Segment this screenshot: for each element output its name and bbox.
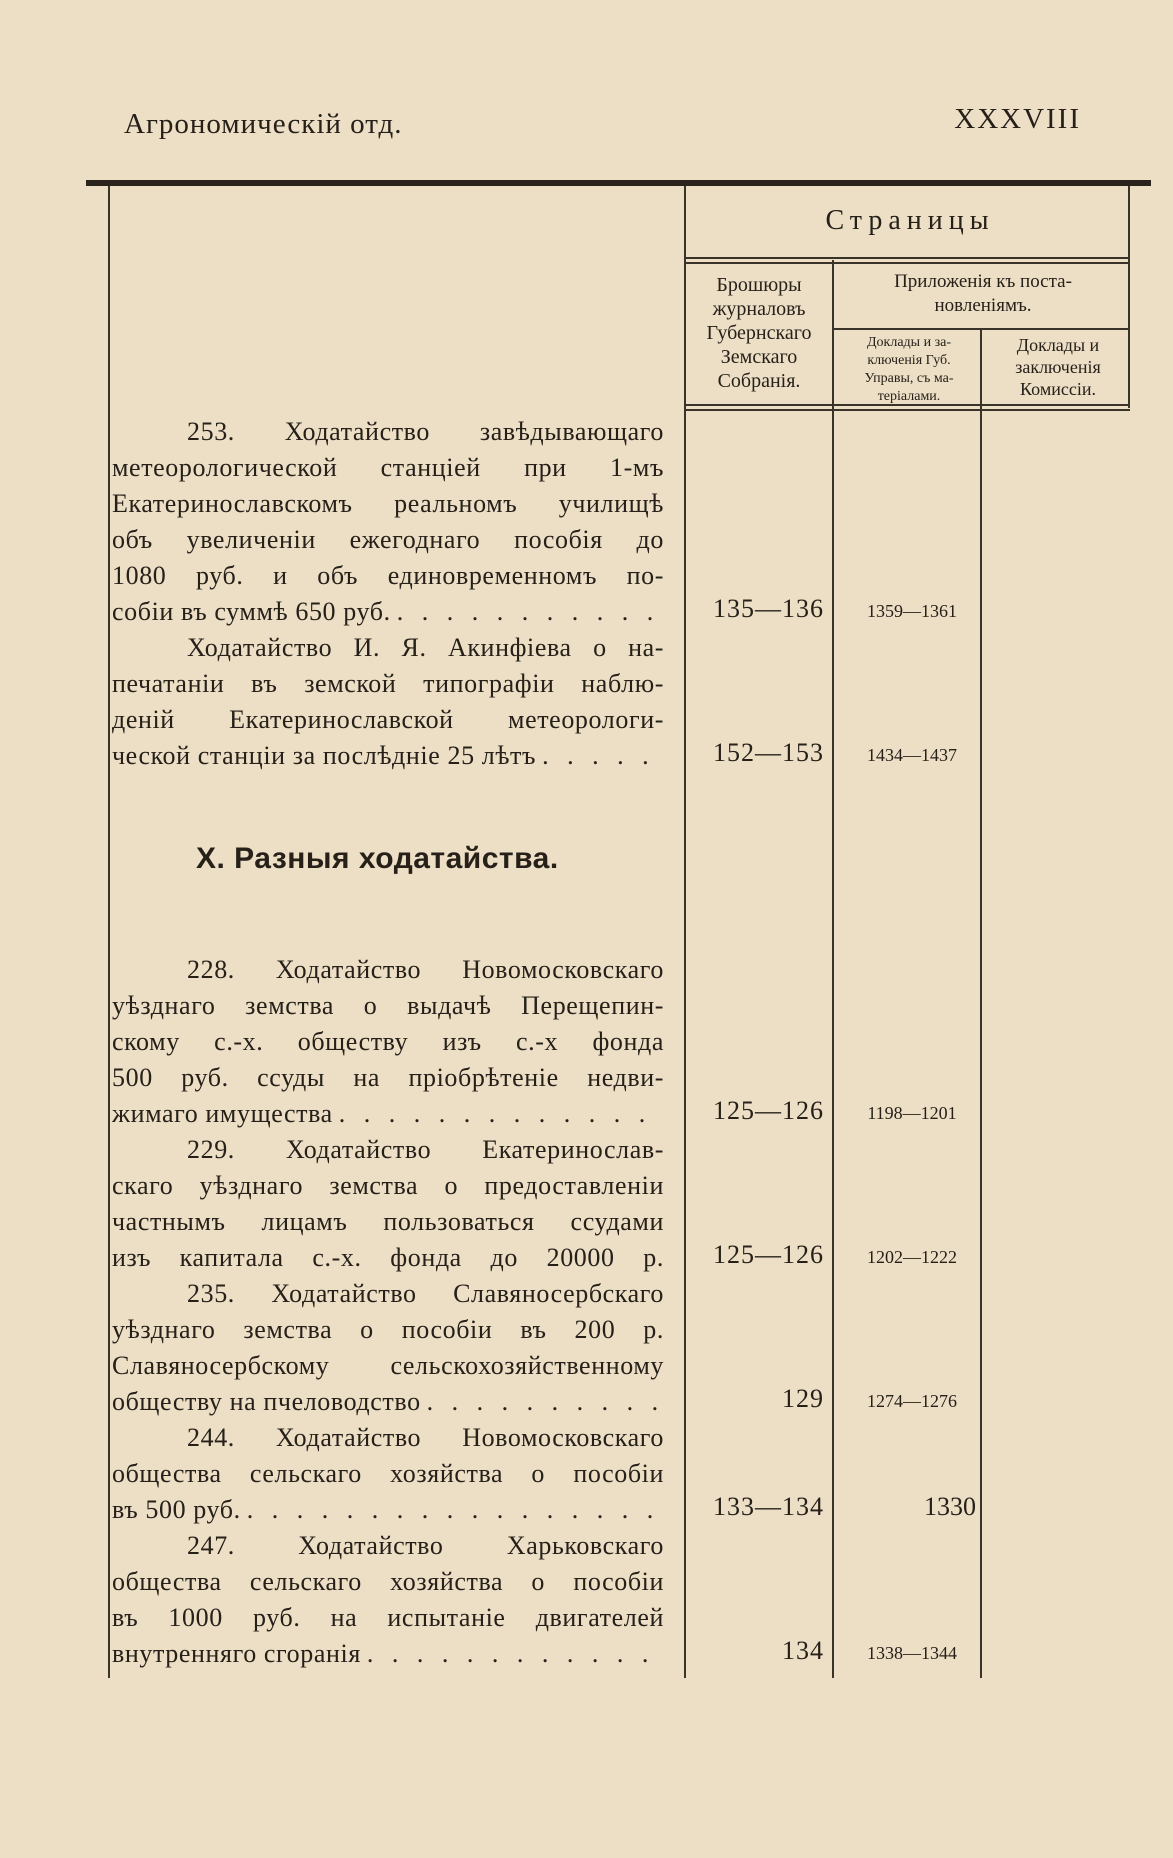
entry-247-line: въ 1000 руб. на испытаніе двигателей xyxy=(112,1603,664,1632)
section-title: X. Разныя ходатайства. xyxy=(196,842,559,875)
entry-247-line: 247. Ходатайство Харьковскаго xyxy=(187,1531,664,1560)
entries-block-2 xyxy=(112,952,664,1672)
header-rule-1 xyxy=(684,257,1130,259)
entry-253-line: собіи въ суммѣ 650 руб. . . . xyxy=(112,594,664,630)
entry-253-line: объ увеличеніи ежегоднаго пособія до xyxy=(112,525,664,554)
entry-244-line: общества сельскаго хозяйства о пособіи xyxy=(112,1459,664,1488)
brochure-pages: 125—126 xyxy=(713,1240,824,1269)
entry-229-line: 229. Ходатайство Екатеринослав- xyxy=(187,1135,664,1164)
top-rule xyxy=(86,180,1151,186)
entry-228-line: жимаго имущества . . . xyxy=(112,1096,664,1132)
running-head-left: Агрономическій отд. xyxy=(124,108,403,140)
commission-reports-header: Доклады и заключенія Комиссіи. xyxy=(1015,335,1101,399)
appendices-header: Приложенія къ поста- новленіямъ. xyxy=(894,271,1072,316)
brochure-pages: 133—134 xyxy=(713,1492,824,1521)
entries-block-1 xyxy=(112,414,664,774)
entry-247-line: внутренняго сгоранія . . . xyxy=(112,1636,664,1672)
pages-header: Страницы xyxy=(825,205,995,236)
brochure-pages: 134 xyxy=(782,1636,824,1665)
brochure-pages: 125—126 xyxy=(713,1096,824,1125)
header-rule-3 xyxy=(832,328,1130,330)
entry-235-line: обществу на пчеловодство . . . xyxy=(112,1384,664,1420)
entry-akinfiev-line: ческой станціи за послѣдніе 25 лѣтъ . . . xyxy=(112,738,664,774)
entry-235-line: Славяносербскому сельскохозяйственному xyxy=(112,1351,664,1380)
column-divider-appendices xyxy=(980,330,982,1678)
entry-228-line: скому с.-х. обществу изъ с.-х фонда xyxy=(112,1027,664,1056)
entry-253-line: Екатеринославскомъ реальномъ училищѣ xyxy=(112,489,664,518)
brochure-pages: 135—136 xyxy=(713,594,824,623)
gub-report-pages: 1359—1361 xyxy=(867,601,957,621)
entry-235-line: 235. Ходатайство Славяносербскаго xyxy=(187,1279,664,1308)
gub-report-pages: 1202—1222 xyxy=(867,1247,957,1267)
brochures-header: Брошюры журналовъ Губернскаго Земскаго Собранія. xyxy=(706,274,812,392)
column-divider-brochures xyxy=(832,260,834,1678)
entry-229-line: скаго уѣзднаго земства о предоставленіи xyxy=(112,1171,664,1200)
page-number-roman: XXXVIII xyxy=(954,103,1081,135)
entry-253-line: метеорологической станціей при 1-мъ xyxy=(112,453,664,482)
entry-akinfiev-line: деній Екатеринославской метеорологи- xyxy=(112,705,664,734)
entry-akinfiev-line: Ходатайство И. Я. Акинфіева о на- xyxy=(187,633,664,662)
entry-244-line: въ 500 руб. . . . xyxy=(112,1492,664,1528)
table-border-left xyxy=(108,186,110,1678)
gub-report-pages: 1330 xyxy=(924,1492,976,1521)
gub-report-pages: 1434—1437 xyxy=(867,745,957,765)
header-rule-5 xyxy=(684,409,1130,411)
entry-247-line: общества сельскаго хозяйства о пособіи xyxy=(112,1567,664,1596)
entry-229-line: частнымъ лицамъ пользоваться ссудами xyxy=(112,1207,664,1236)
entry-akinfiev-line: печатаніи въ земской типографіи наблю- xyxy=(112,669,664,698)
entry-228-line: 228. Ходатайство Новомосковскаго xyxy=(187,955,664,984)
gubernia-reports-header: Доклады и за- ключенія Губ. Управы, съ ма- теріалами. xyxy=(864,335,954,404)
gub-report-pages: 1198—1201 xyxy=(867,1103,957,1123)
entry-228-line: уѣзднаго земства о выдачѣ Перещепин- xyxy=(112,991,664,1020)
header-rule-2 xyxy=(684,262,1130,264)
gub-report-pages: 1338—1344 xyxy=(867,1643,957,1663)
brochure-pages: 129 xyxy=(782,1384,824,1413)
entry-229-line: изъ капитала с.-х. фонда до 20000 р. xyxy=(112,1243,664,1272)
brochure-pages: 152—153 xyxy=(713,738,824,767)
entry-244-line: 244. Ходатайство Новомосковскаго xyxy=(187,1423,664,1452)
entry-253-line: 253. Ходатайство завѣдывающаго xyxy=(187,417,664,446)
entry-253-line: 1080 руб. и объ единовременномъ по- xyxy=(112,561,664,590)
gub-report-pages: 1274—1276 xyxy=(867,1391,957,1411)
entry-228-line: 500 руб. ссуды на пріобрѣтеніе недви- xyxy=(112,1063,664,1092)
entry-235-line: уѣзднаго земства о пособіи въ 200 р. xyxy=(112,1315,664,1344)
